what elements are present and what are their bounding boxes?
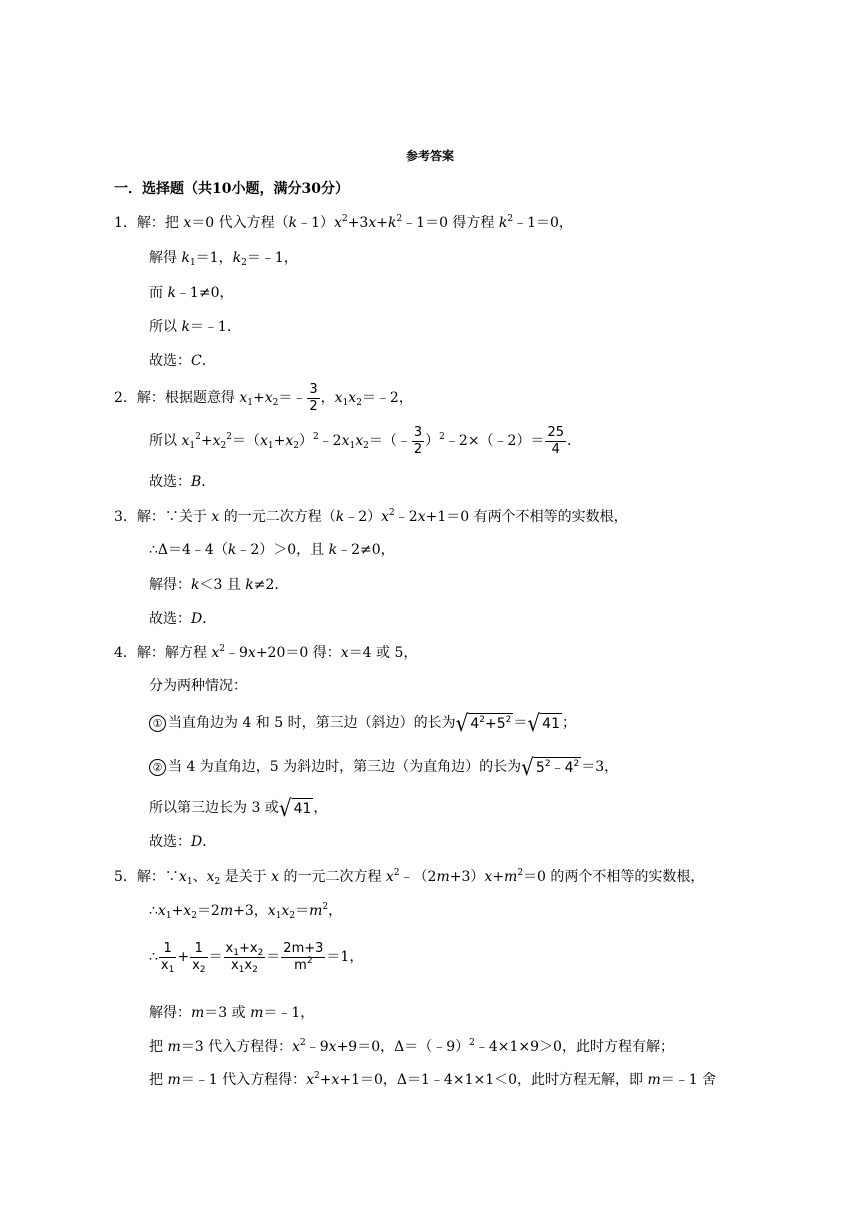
q3-line1: 3．解：∵关于 x 的一元二次方程$(k﹣2)x^2﹣2x+1=0$ 有两个不相等的实数根， [114, 508, 628, 525]
sqrt-expression: √ $4^2+5^2$ [455, 709, 512, 737]
q1-line3: 而 k﹣1≠0， [149, 285, 234, 301]
circled-number: ① [149, 715, 166, 732]
q5-line1: 5．解：$\because x_1$、$x_2$ 是关于 x 的一元二次方程 $x^2﹣(2m+3)x+m^2=0$ 的两个不相等的实数根， [114, 868, 705, 887]
q5-line6: 把 m＝﹣1 代入方程得：$x^2+x+1=0$，Δ＝1﹣4×1×1＜0，此时方程无解，即 m＝﹣1 舍 [149, 1071, 717, 1088]
fraction: $\frac{25}{4}$ [547, 424, 564, 457]
fraction: $\frac{3}{2}$ [413, 424, 423, 457]
fraction: $\frac{1}{x_1}$ [160, 940, 175, 975]
q4-line6: 故选：D． [149, 834, 217, 850]
fraction: $\frac{1}{x_2}$ [192, 940, 206, 975]
q4-line5: 所以第三边长为 3 或√ 41 ， [149, 794, 328, 822]
q5-line2: $\therefore x_1+x_2=2m+3$，$x_1x_2=m^2$， [149, 902, 343, 921]
q2-line3: 故选：B． [149, 474, 216, 490]
q1-line2: 解得 $k_1=1$，$k_2=﹣1$， [149, 250, 298, 268]
sqrt-expression: √ 41 [278, 794, 312, 822]
fraction: $\frac{2m+3}{m^2}$ [283, 940, 324, 973]
q4-line4: ② 当 4 为直角边，5 为斜边时，第三边（为直角边）的长为√ $5^2﹣4^2 =3$， [149, 752, 618, 782]
q4-line1: 4．解：解方程 $x^2﹣9x+20=0$ 得：x＝4 或 5， [114, 644, 418, 661]
circled-number: ② [149, 759, 166, 776]
page-title: 参考答案 [405, 149, 454, 163]
section-heading: 一．选择题（共10小题，满分30分） [114, 181, 349, 197]
q4-line3: ① 当直角边为 4 和 5 时，第三边（斜边）的长为√ $4^2+5^2$ ＝√ 41 ； [149, 708, 576, 738]
q5-line3: ∴ $\frac{1}{x_1}$ + $\frac{1}{x_2}$ ＝ $\frac{x_1+x_2}{x_1x_2}$ ＝ $\frac{2m+3}{m^2}$ ＝1， [149, 940, 364, 975]
q3-line3: 解得：k＜3 且 k≠2． [149, 577, 289, 593]
fraction: $\frac{x_1+x_2}{x_1x_2}$ [225, 940, 264, 975]
q2-line1: 2．解：根据题意得 $x_1+x_2=﹣$ $\frac{3}{2}$ ，$x_1x_2=﹣2$， [114, 381, 413, 414]
q3-line2: ∴Δ＝4﹣4（k﹣2）＞0，且 k﹣2≠0， [149, 542, 395, 558]
q5-line5: 把 m＝3 代入方程得：$x^2﹣9x+9=0$，Δ＝（﹣9）$^2$﹣4×1×9＞0，此时方程有解； [149, 1038, 674, 1055]
sqrt-expression: √ 41 [527, 709, 560, 737]
q3-line4: 故选：D． [149, 611, 217, 627]
q5-line4: 解得：m＝3 或 m＝﹣1， [149, 1005, 315, 1021]
sqrt-expression: √ $5^2﹣4^2$ [521, 753, 580, 781]
fraction: $\frac{3}{2}$ [309, 381, 318, 414]
q2-line2: 所以 $x_1^2+x_2^2=(x_1+x_2)^2﹣2x_1x_2=(﹣$ $\frac{3}{2}$ ）$^2$﹣2×（﹣2）＝ $\frac{25}{4}$ ． [149, 424, 581, 457]
q1-line1: 1．解：把 x＝0 代入方程$(k﹣1)x^2+3x+k^2﹣1=0$ 得方程 $k^2﹣1=0$， [114, 214, 573, 231]
q1-line4: 所以 k＝﹣1． [149, 319, 241, 335]
q1-line5: 故选：C． [149, 353, 216, 369]
q4-line2: 分为两种情况： [149, 678, 247, 694]
